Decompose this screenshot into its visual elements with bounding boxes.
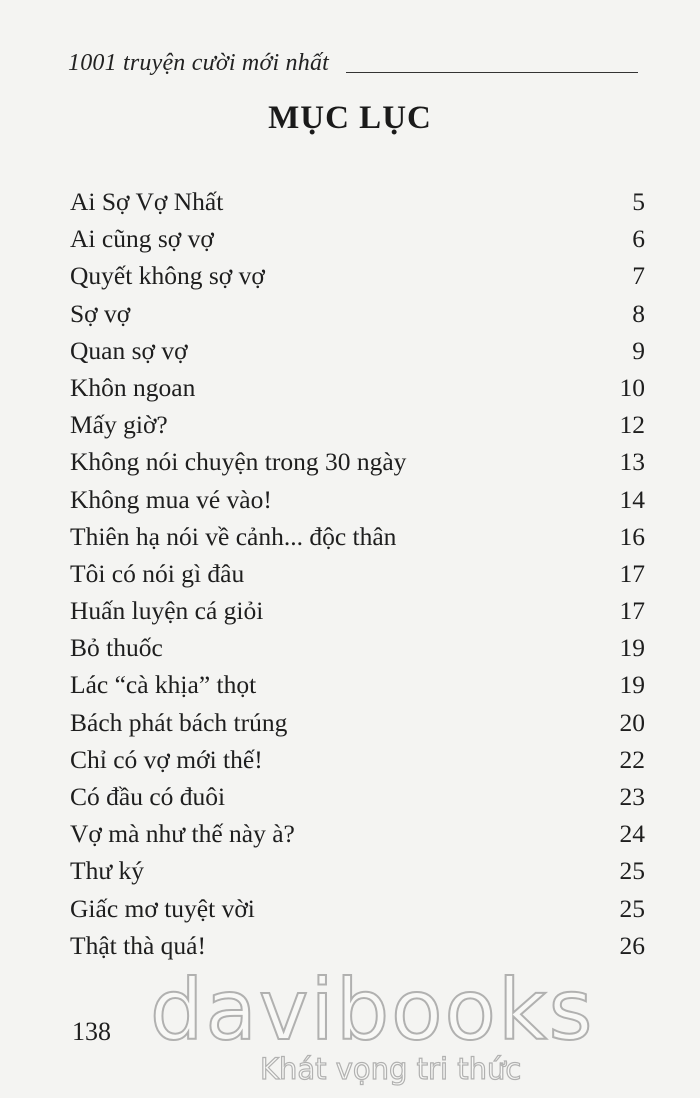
toc-entry — [70, 890, 645, 927]
toc-entry-page: 20 — [619, 707, 645, 737]
toc-entry-title: Thiên hạ nói về cảnh... độc thân — [70, 521, 397, 551]
toc-entry-title: Quyết không sợ vợ — [70, 261, 265, 291]
toc-entry-title: Mấy giờ? — [70, 410, 168, 440]
watermark-brand: davibooks — [150, 961, 595, 1059]
toc-entry — [70, 518, 645, 555]
toc-entry — [70, 295, 645, 332]
toc-entry-page: 14 — [619, 484, 645, 514]
toc-entry-title: Thư ký — [70, 856, 145, 886]
toc-entry-title: Có đầu có đuôi — [70, 782, 226, 811]
page-number: 138 — [72, 1017, 111, 1046]
toc-entry-page: 17 — [619, 558, 645, 588]
toc-entry-title: Vợ mà như thế này à? — [70, 819, 295, 849]
toc-entry — [70, 704, 645, 741]
toc-entry-page: 12 — [619, 410, 645, 440]
toc-entry-page: 17 — [619, 596, 645, 626]
toc-entry-title: Ai cũng sợ vợ — [70, 224, 214, 254]
toc-entry-page: 25 — [619, 856, 645, 886]
toc-entry-page: 10 — [619, 372, 645, 402]
toc-entry-title: Bỏ thuốc — [70, 633, 163, 663]
toc-entry — [70, 481, 645, 518]
toc-entry-page: 24 — [619, 819, 645, 849]
toc-heading: MỤC LỤC — [268, 100, 432, 136]
toc-entry — [70, 815, 645, 852]
toc-entry — [70, 257, 645, 294]
toc-entry-page: 8 — [632, 298, 645, 328]
running-header — [68, 50, 638, 80]
toc-entry — [70, 369, 645, 406]
watermark — [150, 960, 595, 1090]
toc-entry — [70, 443, 645, 480]
toc-entry-page: 23 — [619, 782, 645, 811]
toc-entry — [70, 629, 645, 666]
toc-entry — [70, 778, 645, 815]
toc-entry — [70, 555, 645, 592]
watermark-slogan: Khát vọng tri thức — [260, 1052, 522, 1086]
toc-entry-title: Giấc mơ tuyệt vời — [70, 893, 255, 923]
table-of-contents — [70, 183, 645, 964]
toc-entry-page: 16 — [619, 521, 645, 551]
toc-entry-page: 6 — [632, 224, 645, 254]
toc-entry — [70, 666, 645, 703]
toc-entry-title: Khôn ngoan — [70, 372, 196, 402]
toc-entry-title: Lác “cà khịa” thọt — [70, 670, 257, 700]
header-rule — [346, 72, 638, 73]
toc-entry-title: Thật thà quá! — [70, 930, 206, 960]
toc-entry-page: 9 — [632, 335, 645, 365]
toc-entry-title: Chỉ có vợ mới thế! — [70, 744, 263, 774]
toc-entry-title: Tôi có nói gì đâu — [70, 558, 245, 588]
toc-entry-page: 7 — [632, 261, 645, 291]
toc-entry-title: Ai Sợ Vợ Nhất — [70, 187, 224, 216]
toc-entry-title: Bách phát bách trúng — [70, 707, 288, 737]
toc-entry — [70, 220, 645, 257]
toc-entry — [70, 927, 645, 964]
toc-entry-page: 19 — [619, 633, 645, 663]
toc-entry-page: 5 — [632, 187, 645, 216]
book-title: 1001 truyện cười mới nhất — [68, 50, 330, 76]
toc-entry-page: 25 — [619, 893, 645, 923]
toc-entry-title: Sợ vợ — [70, 298, 131, 328]
toc-entry — [70, 741, 645, 778]
toc-entry-title: Không nói chuyện trong 30 ngày — [70, 447, 407, 477]
toc-entry — [70, 183, 645, 220]
toc-entry-title: Quan sợ vợ — [70, 335, 188, 365]
toc-entry — [70, 406, 645, 443]
toc-entry-page: 22 — [619, 744, 645, 774]
toc-entry — [70, 332, 645, 369]
toc-entry-title: Không mua vé vào! — [70, 484, 272, 514]
toc-entry — [70, 592, 645, 629]
toc-entry — [70, 852, 645, 889]
toc-entry-page: 26 — [619, 930, 645, 960]
toc-entry-page: 19 — [619, 670, 645, 700]
toc-entry-page: 13 — [619, 447, 645, 477]
toc-entry-title: Huấn luyện cá giỏi — [70, 596, 264, 626]
